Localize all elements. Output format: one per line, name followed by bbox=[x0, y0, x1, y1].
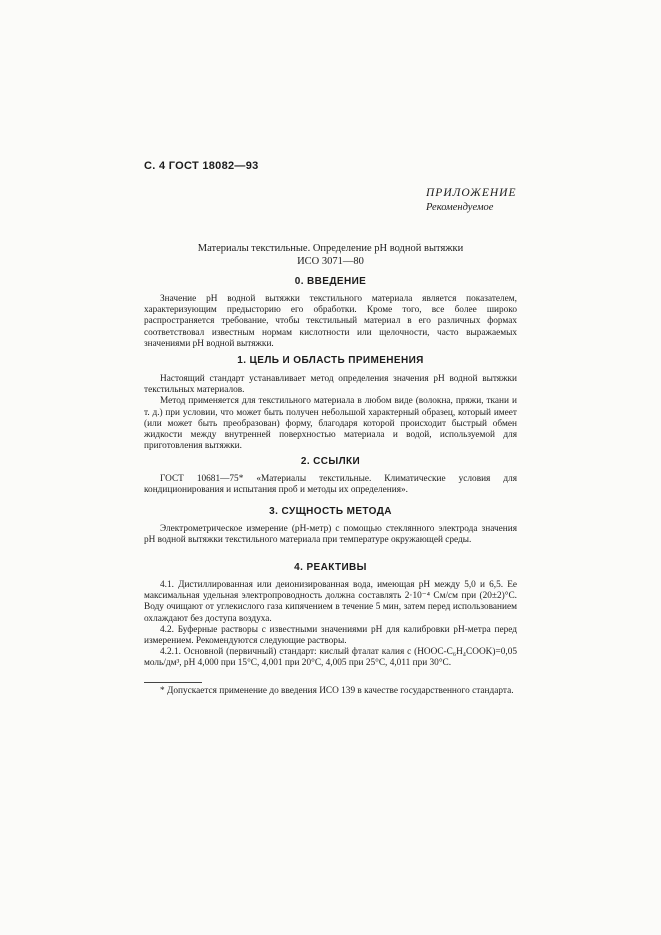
section-heading-introduction: 0. ВВЕДЕНИЕ bbox=[294, 276, 367, 287]
section-body-reagents bbox=[144, 580, 517, 670]
running-head: С. 4 ГОСТ 18082—93 bbox=[144, 160, 259, 172]
footnote-divider bbox=[144, 682, 202, 683]
section-body-introduction bbox=[144, 294, 517, 350]
section-heading-principle: 3. СУЩНОСТЬ МЕТОДА bbox=[269, 506, 392, 517]
document-title bbox=[144, 242, 517, 268]
footnote bbox=[144, 686, 517, 697]
appendix-label: ПРИЛОЖЕНИЕ bbox=[426, 187, 517, 199]
paragraph: 4.2.1. Основной (первичный) стандарт: кислый фталат калия c (HOOC-C₆H₄COOK)=0,05 моль/дм³, pH 4,000 при 15°С, 4,001 при 20°С, 4,005 при 25°С, 4,011 при 30°С. bbox=[144, 647, 517, 669]
section-body-principle bbox=[144, 524, 517, 546]
section-body-references bbox=[144, 474, 517, 496]
paragraph: Метод применяется для текстильного материала в любом виде (волокна, пряжи, ткани и т. д.) при условии, что может быть получен небольшой характерный образец, который имеет (или может быть преобразован) форму, благодаря которой происходит быстрый обмен жидкости между внутренней поверхностью материала и водой, используемой для приготовления вытяжки. bbox=[144, 396, 517, 452]
paragraph: 4.1. Дистиллированная или деионизированная вода, имеющая pH между 5,0 и 6,5. Ее максимальная удельная электропроводность должна составлять 2·10⁻⁴ См/см при (20±2)°С. Воду очищают от углекислого газа кипячением в течение 5 мин, затем перед использованием охлаждают без доступа воздуха. bbox=[144, 580, 517, 624]
footnote-text: * Допускается применение до введения ИСО 139 в качестве государственного стандарта. bbox=[160, 686, 514, 696]
document-title-line2: ИСО 3071—80 bbox=[297, 256, 364, 267]
section-body-scope bbox=[144, 374, 517, 452]
section-heading-scope: 1. ЦЕЛЬ И ОБЛАСТЬ ПРИМЕНЕНИЯ bbox=[237, 355, 424, 366]
section-heading-reagents: 4. РЕАКТИВЫ bbox=[294, 562, 367, 573]
paragraph: 4.2. Буферные растворы с известными значениями pH для калибровки pH-метра перед измерением. Рекомендуются следующие растворы. bbox=[144, 624, 517, 647]
paragraph: Настоящий стандарт устанавливает метод определения значения pH водной вытяжки текстильных материалов. bbox=[144, 374, 517, 396]
document-title-line1: Материалы текстильные. Определение pH водной вытяжки bbox=[197, 243, 464, 254]
section-heading-references: 2. ССЫЛКИ bbox=[300, 456, 361, 467]
paragraph: ГОСТ 10681—75* «Материалы текстильные. Климатические условия для кондиционирования и испытания проб и методы их определения». bbox=[144, 474, 517, 496]
paragraph: Электрометрическое измерение (pH-метр) с помощью стеклянного электрода значения pH водной вытяжки текстильного материала при температуре окружающей среды. bbox=[144, 524, 517, 546]
paragraph: Значение pH водной вытяжки текстильного материала является показателем, характеризующим предысторию его обработки. Кроме того, все более широко распространяется требование, чтобы текстильный материал в его различных формах соответствовал известным нормам кислотности или щелочности, часто выражаемых значениями pH водной вытяжки. bbox=[144, 294, 517, 349]
appendix-sublabel: Рекомендуемое bbox=[426, 202, 494, 213]
